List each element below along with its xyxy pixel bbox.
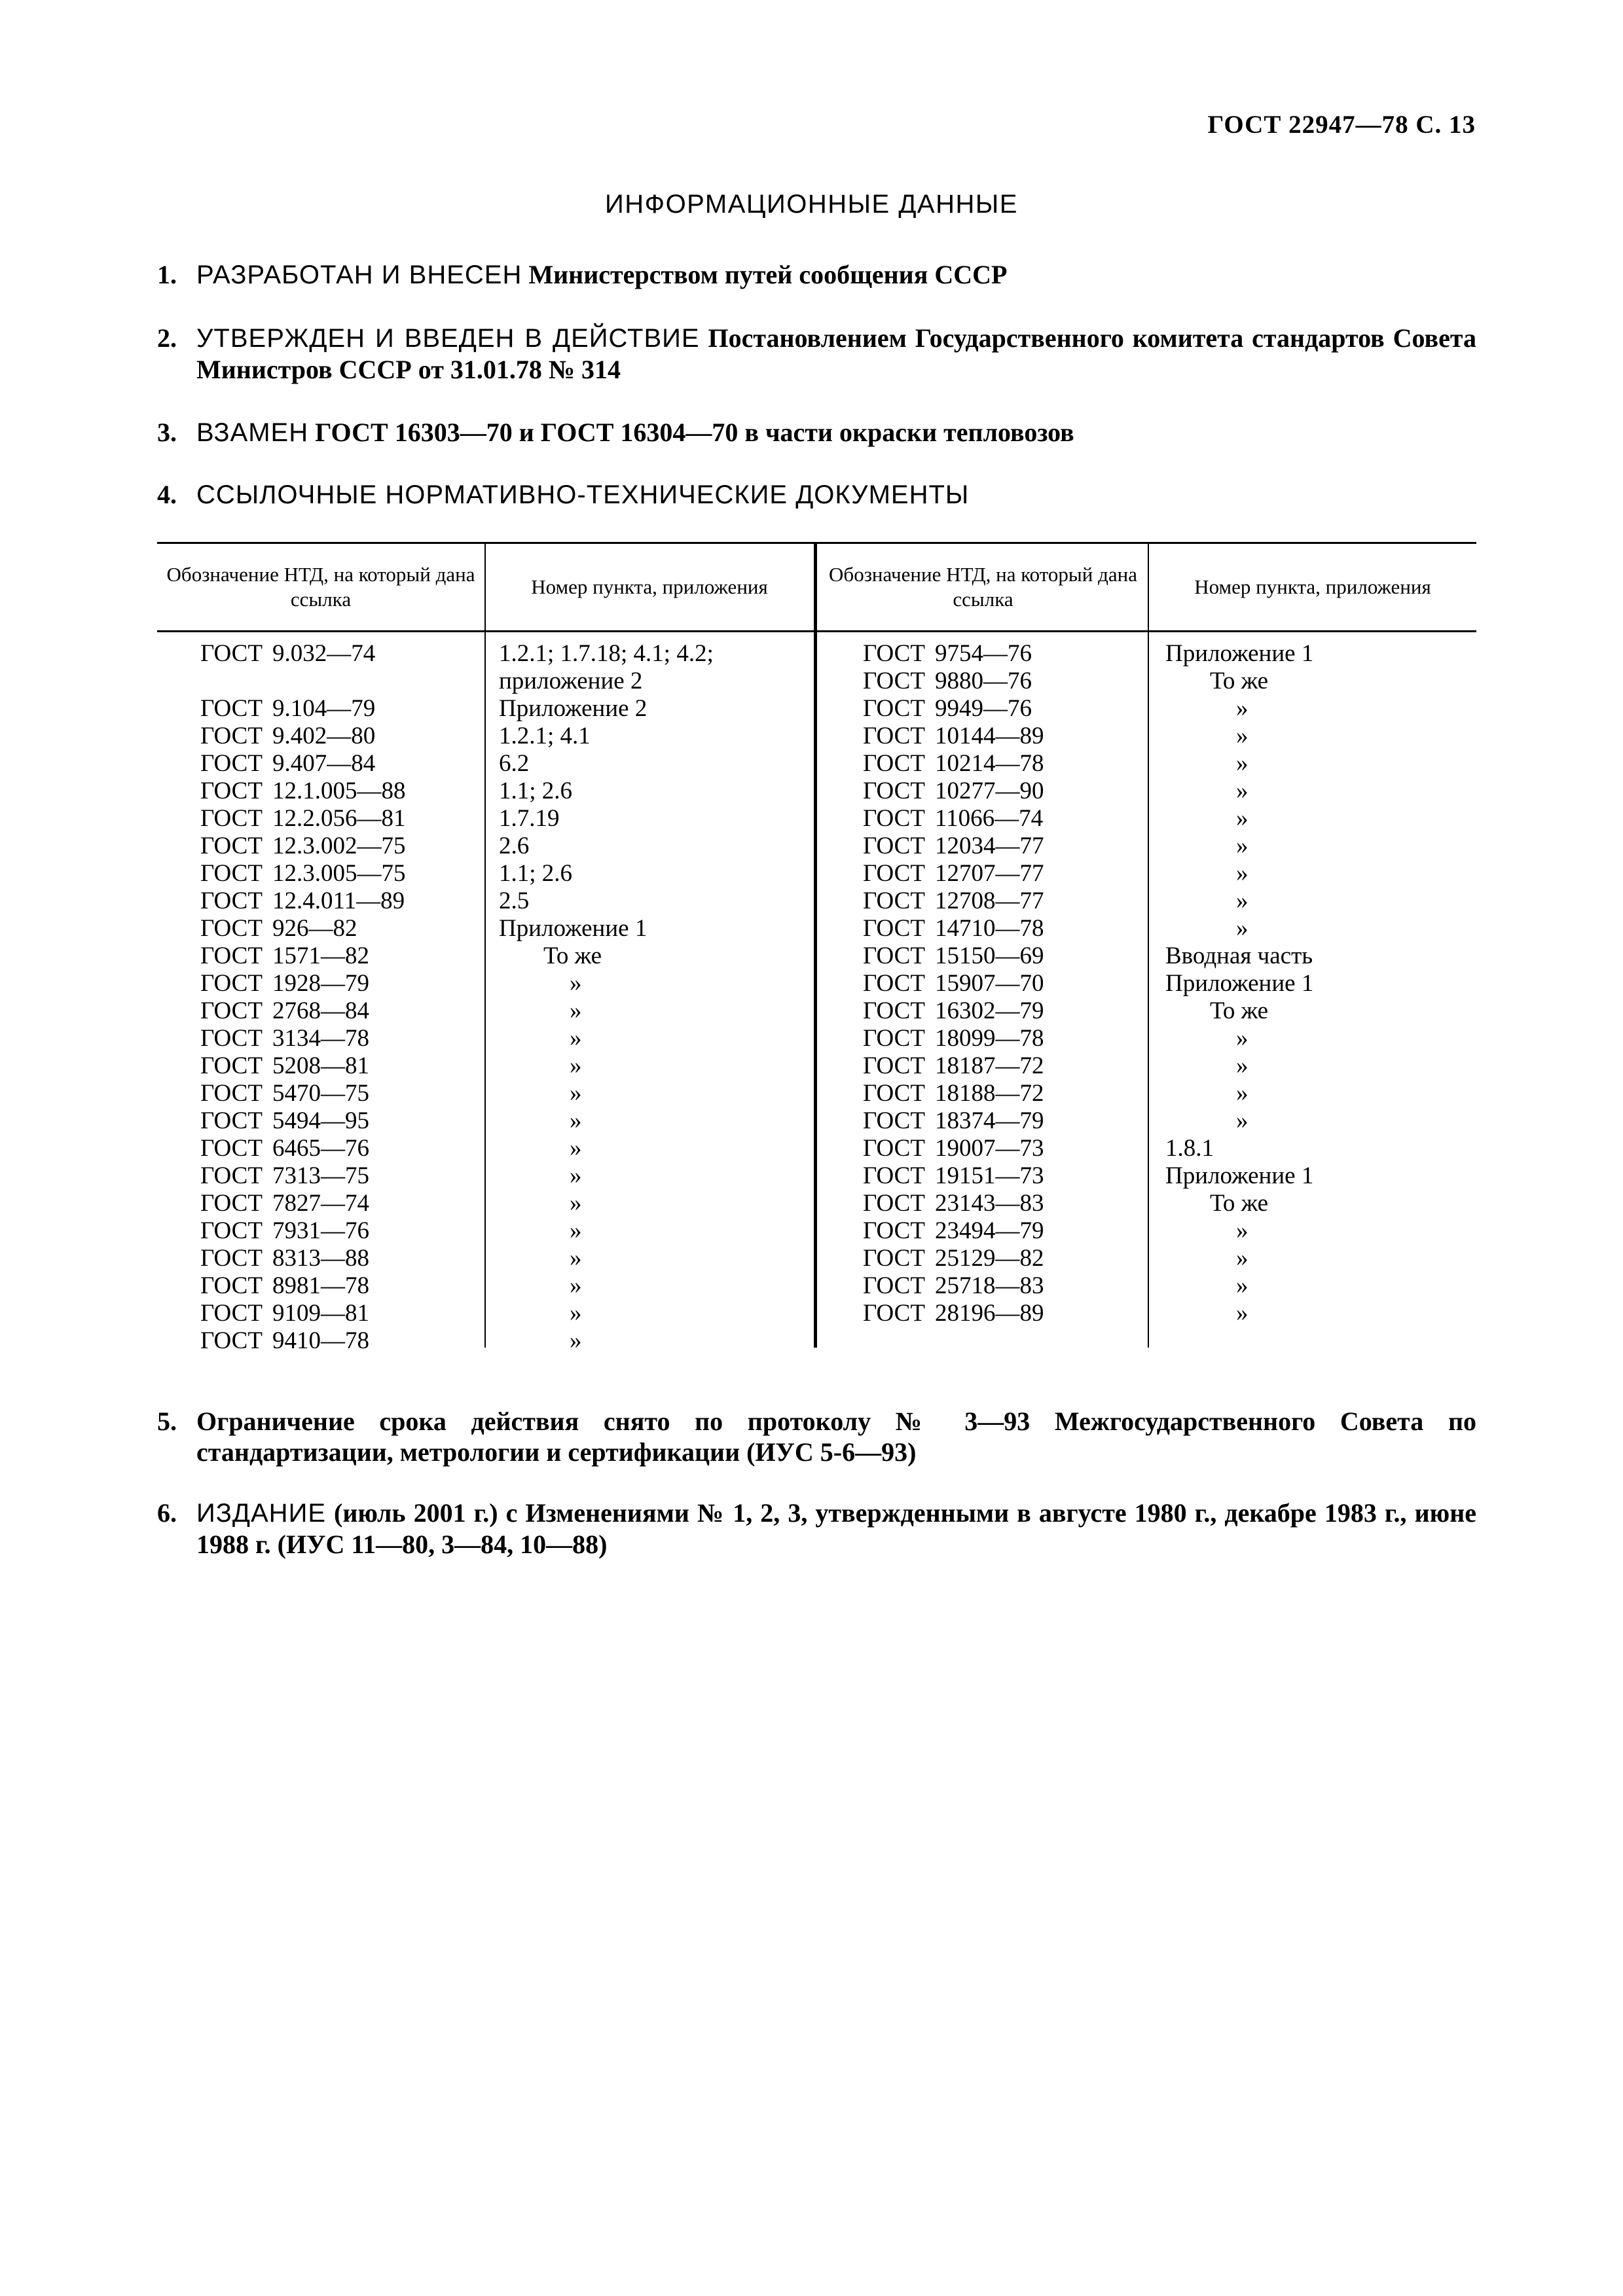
designation-prefix: ГОСТ	[863, 1162, 925, 1189]
info-item-1	[157, 259, 1476, 291]
designation-code: 12.2.056—81	[272, 805, 406, 832]
designation-code: 12.3.005—75	[272, 860, 406, 887]
designation-prefix: ГОСТ	[200, 723, 263, 749]
designation-prefix: ГОСТ	[863, 997, 925, 1024]
table-row-designation	[200, 1217, 475, 1245]
clause-reference: »	[570, 1272, 582, 1299]
table-row-designation	[200, 778, 475, 805]
designation-prefix: ГОСТ	[863, 860, 925, 887]
table-row-clause	[499, 805, 807, 833]
table-row-designation	[863, 778, 1138, 805]
table-row-designation	[863, 723, 1138, 750]
designation-prefix: ГОСТ	[863, 1272, 925, 1299]
left-designation-column	[200, 630, 475, 1355]
table-row-clause	[1165, 1190, 1473, 1217]
table-row-designation	[863, 640, 1138, 668]
page-title: ИНФОРМАЦИОННЫЕ ДАННЫЕ	[605, 190, 1018, 219]
clause-reference: »	[1236, 888, 1249, 914]
clause-reference: »	[1236, 1217, 1249, 1244]
designation-prefix: ГОСТ	[200, 942, 263, 969]
clause-reference: 1.1; 2.6	[499, 778, 573, 804]
designation-code: 12708—77	[935, 888, 1044, 914]
designation-prefix: ГОСТ	[863, 1107, 925, 1134]
table-row-designation	[863, 695, 1138, 723]
column-divider	[1148, 544, 1149, 1348]
designation-code: 3134—78	[272, 1025, 369, 1052]
item-number: 3.	[157, 418, 177, 447]
references-table	[157, 542, 1476, 1354]
table-row-clause	[1165, 640, 1473, 668]
table-row-designation	[863, 1107, 1138, 1135]
clause-reference: »	[1236, 1245, 1249, 1272]
table-row-designation	[200, 695, 475, 723]
clause-reference: »	[1236, 695, 1249, 722]
table-row-clause	[1165, 778, 1473, 805]
table-row-designation	[863, 1190, 1138, 1217]
designation-prefix: ГОСТ	[863, 778, 925, 804]
designation-code: 11066—74	[935, 805, 1044, 832]
designation-prefix: ГОСТ	[863, 805, 925, 832]
designation-code: 1571—82	[272, 942, 369, 969]
table-row-clause	[1165, 860, 1473, 888]
designation-prefix: ГОСТ	[863, 640, 925, 667]
item-number: 6.	[157, 1498, 177, 1528]
table-row-clause	[1165, 1080, 1473, 1107]
item-text: Ограничение срока действия снято по протоколу № 3—93 Межгосударственного Совета по стандартизации, метрологии и сертификации (ИУС 5-6—93)	[196, 1407, 1476, 1467]
designation-code: 19007—73	[935, 1135, 1044, 1162]
item-text: Постановлением Государственного комитета стандартов Совета Министров СССР от 31.01.78 № 314	[196, 323, 1476, 384]
designation-prefix: ГОСТ	[863, 1025, 925, 1052]
table-row-clause	[1165, 1025, 1473, 1052]
designation-prefix: ГОСТ	[863, 668, 925, 694]
table-row-clause	[499, 833, 807, 860]
designation-code: 9880—76	[935, 668, 1032, 694]
table-row-clause	[1165, 805, 1473, 833]
table-row-designation	[200, 805, 475, 833]
clause-reference: То же	[1210, 1190, 1269, 1217]
right-clause-column	[1165, 630, 1473, 1327]
designation-code: 1928—79	[272, 970, 369, 997]
designation-prefix: ГОСТ	[200, 1135, 263, 1162]
table-row-clause	[499, 1245, 807, 1272]
designation-prefix: ГОСТ	[200, 970, 263, 997]
clause-reference: 1.2.1; 1.7.18; 4.1; 4.2; приложение 2	[499, 640, 714, 694]
clause-reference: »	[570, 1052, 582, 1079]
clause-reference: Приложение 1	[1165, 640, 1314, 667]
clause-reference: Приложение 1	[1165, 1162, 1314, 1189]
table-row-clause	[1165, 1300, 1473, 1327]
clause-reference: »	[570, 1135, 582, 1162]
info-item-4	[157, 479, 1476, 511]
designation-code: 12707—77	[935, 860, 1044, 887]
designation-code: 16302—79	[935, 997, 1044, 1024]
table-row-clause	[1165, 668, 1473, 695]
designation-prefix: ГОСТ	[863, 888, 925, 914]
table-row-designation	[200, 640, 475, 695]
table-row-clause	[499, 1025, 807, 1052]
designation-code: 19151—73	[935, 1162, 1044, 1189]
designation-code: 25129—82	[935, 1245, 1044, 1272]
clause-reference: »	[570, 1162, 582, 1189]
table-row-clause	[1165, 723, 1473, 750]
clause-reference: То же	[1210, 997, 1269, 1024]
table-row-designation	[863, 1217, 1138, 1245]
table-row-clause	[499, 888, 807, 915]
designation-code: 12.1.005—88	[272, 778, 406, 804]
table-row-clause	[1165, 1245, 1473, 1272]
clause-reference: »	[1236, 915, 1249, 942]
clause-reference: Приложение 1	[499, 915, 647, 942]
table-row-clause	[499, 778, 807, 805]
table-row-designation	[200, 1327, 475, 1355]
clause-reference: »	[1236, 1080, 1249, 1107]
table-row-designation	[200, 1080, 475, 1107]
designation-code: 926—82	[272, 915, 357, 942]
designation-code: 15907—70	[935, 970, 1044, 997]
table-row-designation	[863, 997, 1138, 1025]
clause-reference: »	[1236, 1300, 1249, 1327]
table-row-clause	[1165, 1272, 1473, 1300]
designation-prefix: ГОСТ	[200, 1327, 263, 1354]
table-row-designation	[863, 970, 1138, 997]
designation-prefix: ГОСТ	[863, 942, 925, 969]
designation-code: 23494—79	[935, 1217, 1044, 1244]
clause-reference: »	[570, 1327, 582, 1354]
designation-code: 6465—76	[272, 1135, 369, 1162]
designation-prefix: ГОСТ	[200, 915, 263, 942]
designation-code: 10144—89	[935, 723, 1044, 749]
table-row-clause	[499, 1162, 807, 1190]
clause-reference: »	[570, 1190, 582, 1217]
designation-code: 9.104—79	[272, 695, 376, 722]
clause-reference: 1.2.1; 4.1	[499, 723, 591, 749]
designation-code: 18374—79	[935, 1107, 1044, 1134]
designation-prefix: ГОСТ	[200, 778, 263, 804]
item-lead: ВЗАМЕН	[196, 418, 309, 447]
designation-code: 9.402—80	[272, 723, 376, 749]
page-reference: ГОСТ 22947—78 С. 13	[1207, 111, 1476, 139]
item-number: 2.	[157, 323, 177, 353]
table-row-designation	[200, 888, 475, 915]
designation-prefix: ГОСТ	[863, 915, 925, 942]
designation-prefix: ГОСТ	[863, 1052, 925, 1079]
clause-reference: »	[1236, 860, 1249, 887]
table-row-clause	[499, 1052, 807, 1080]
designation-code: 18099—78	[935, 1025, 1044, 1052]
designation-prefix: ГОСТ	[200, 833, 263, 859]
table-row-designation	[200, 942, 475, 970]
designation-prefix: ГОСТ	[200, 1052, 263, 1079]
header-designation-right: Обозначение НТД, на который дана ссылка	[829, 563, 1137, 611]
table-row-designation	[200, 750, 475, 778]
designation-code: 5470—75	[272, 1080, 369, 1107]
table-row-clause	[499, 1190, 807, 1217]
clause-reference: »	[570, 1025, 582, 1052]
designation-prefix: ГОСТ	[200, 1190, 263, 1217]
table-row-clause	[499, 1272, 807, 1300]
table-row-designation	[200, 1300, 475, 1327]
designation-code: 8313—88	[272, 1245, 369, 1272]
designation-prefix: ГОСТ	[863, 970, 925, 997]
table-row-clause	[499, 1217, 807, 1245]
table-row-clause	[499, 942, 807, 970]
designation-code: 18188—72	[935, 1080, 1044, 1107]
designation-code: 23143—83	[935, 1190, 1044, 1217]
table-row-clause	[1165, 750, 1473, 778]
clause-reference: »	[1236, 750, 1249, 777]
designation-prefix: ГОСТ	[200, 750, 263, 777]
designation-prefix: ГОСТ	[200, 805, 263, 832]
table-row-designation	[863, 1025, 1138, 1052]
item-text: ГОСТ 16303—70 и ГОСТ 16304—70 в части окраски тепловозов	[308, 418, 1074, 447]
right-designation-column	[863, 630, 1138, 1327]
item-number: 4.	[157, 480, 177, 509]
designation-prefix: ГОСТ	[863, 833, 925, 859]
designation-prefix: ГОСТ	[200, 1217, 263, 1244]
info-item-5	[157, 1406, 1476, 1467]
table-row-designation	[200, 1162, 475, 1190]
designation-code: 12.4.011—89	[272, 888, 405, 914]
clause-reference: Вводная часть	[1165, 942, 1313, 969]
designation-prefix: ГОСТ	[200, 695, 263, 722]
clause-reference: »	[1236, 833, 1249, 859]
table-row-designation	[863, 1052, 1138, 1080]
designation-prefix: ГОСТ	[200, 1080, 263, 1107]
clause-reference: »	[1236, 778, 1249, 804]
clause-reference: »	[1236, 805, 1249, 832]
clause-reference: 1.1; 2.6	[499, 860, 573, 887]
table-row-designation	[863, 805, 1138, 833]
designation-prefix: ГОСТ	[863, 695, 925, 722]
table-row-clause	[499, 1080, 807, 1107]
designation-prefix: ГОСТ	[863, 750, 925, 777]
table-row-designation	[863, 888, 1138, 915]
table-row-clause	[499, 1107, 807, 1135]
table-row-clause	[1165, 997, 1473, 1025]
table-row-designation	[863, 750, 1138, 778]
clause-reference: »	[1236, 1025, 1249, 1052]
table-row-designation	[200, 1107, 475, 1135]
table-row-designation	[200, 1025, 475, 1052]
designation-prefix: ГОСТ	[863, 1135, 925, 1162]
left-clause-column	[499, 630, 807, 1355]
table-row-clause	[1165, 833, 1473, 860]
table-row-clause	[1165, 942, 1473, 970]
designation-code: 28196—89	[935, 1300, 1044, 1327]
column-divider-center	[814, 544, 817, 1348]
designation-code: 10214—78	[935, 750, 1044, 777]
designation-code: 14710—78	[935, 915, 1044, 942]
designation-prefix: ГОСТ	[863, 1245, 925, 1272]
clause-reference: »	[570, 1217, 582, 1244]
designation-prefix: ГОСТ	[200, 888, 263, 914]
designation-prefix: ГОСТ	[863, 723, 925, 749]
designation-code: 5494—95	[272, 1107, 369, 1134]
table-row-designation	[200, 833, 475, 860]
table-row-clause	[499, 860, 807, 888]
table-row-clause	[1165, 888, 1473, 915]
table-row-designation	[200, 860, 475, 888]
clause-reference: »	[570, 1080, 582, 1107]
table-row-designation	[863, 1080, 1138, 1107]
designation-code: 9109—81	[272, 1300, 369, 1327]
table-row-designation	[200, 915, 475, 942]
table-row-designation	[863, 860, 1138, 888]
table-row-designation	[863, 668, 1138, 695]
designation-code: 9.407—84	[272, 750, 376, 777]
clause-reference: »	[570, 1300, 582, 1327]
clause-reference: То же	[1210, 668, 1269, 694]
item-lead: ССЫЛОЧНЫЕ НОРМАТИВНО-ТЕХНИЧЕСКИЕ ДОКУМЕНТЫ	[196, 480, 970, 509]
table-row-designation	[863, 915, 1138, 942]
info-item-3	[157, 417, 1476, 448]
designation-code: 12034—77	[935, 833, 1044, 859]
designation-prefix: ГОСТ	[200, 1245, 263, 1272]
designation-code: 9754—76	[935, 640, 1032, 667]
table-row-clause	[499, 1135, 807, 1162]
designation-code: 7931—76	[272, 1217, 369, 1244]
clause-reference: 2.5	[499, 888, 530, 914]
clause-reference: »	[570, 970, 582, 997]
header-designation-left: Обозначение НТД, на который дана ссылка	[166, 563, 475, 611]
info-item-6	[157, 1498, 1476, 1560]
table-row-designation	[863, 1272, 1138, 1300]
item-number: 5.	[157, 1407, 177, 1436]
designation-code: 18187—72	[935, 1052, 1044, 1079]
table-row-designation	[200, 997, 475, 1025]
clause-reference: То же	[543, 942, 602, 969]
table-row-designation	[200, 723, 475, 750]
clause-reference: »	[570, 1107, 582, 1134]
table-row-clause	[1165, 915, 1473, 942]
designation-code: 25718—83	[935, 1272, 1044, 1299]
table-row-clause	[1165, 695, 1473, 723]
table-row-clause	[499, 997, 807, 1025]
table-row-designation	[200, 970, 475, 997]
clause-reference: Приложение 2	[499, 695, 647, 722]
designation-code: 10277—90	[935, 778, 1044, 804]
table-row-clause	[1165, 1135, 1473, 1162]
designation-prefix: ГОСТ	[200, 1107, 263, 1134]
designation-code: 9.032—74	[272, 640, 376, 667]
table-row-clause	[1165, 970, 1473, 997]
table-row-designation	[863, 1162, 1138, 1190]
item-lead: РАЗРАБОТАН И ВНЕСЕН	[196, 260, 522, 289]
item-number: 1.	[157, 260, 177, 289]
table-row-designation	[863, 1300, 1138, 1327]
designation-code: 9410—78	[272, 1327, 369, 1354]
designation-code: 7313—75	[272, 1162, 369, 1189]
table-row-clause	[499, 1300, 807, 1327]
designation-prefix: ГОСТ	[200, 1162, 263, 1189]
designation-code: 7827—74	[272, 1190, 369, 1217]
table-row-clause	[499, 640, 807, 695]
clause-reference: »	[1236, 1272, 1249, 1299]
info-item-2	[157, 323, 1476, 385]
table-row-designation	[200, 1135, 475, 1162]
table-row-clause	[499, 915, 807, 942]
table-row-designation	[200, 1052, 475, 1080]
designation-code: 5208—81	[272, 1052, 369, 1079]
column-divider	[484, 544, 486, 1348]
designation-prefix: ГОСТ	[200, 1272, 263, 1299]
table-row-clause	[1165, 1217, 1473, 1245]
designation-code: 9949—76	[935, 695, 1032, 722]
table-row-clause	[1165, 1107, 1473, 1135]
clause-reference: »	[570, 1245, 582, 1272]
header-clause-left: Номер пункта, приложения	[531, 575, 768, 598]
designation-prefix: ГОСТ	[200, 997, 263, 1024]
clause-reference: »	[1236, 1107, 1249, 1134]
designation-prefix: ГОСТ	[200, 1025, 263, 1052]
designation-prefix: ГОСТ	[200, 860, 263, 887]
table-row-clause	[499, 695, 807, 723]
item-lead: УТВЕРЖДЕН И ВВЕДЕН В ДЕЙСТВИЕ	[196, 324, 700, 353]
table-row-clause	[499, 970, 807, 997]
designation-prefix: ГОСТ	[863, 1190, 925, 1217]
designation-code: 2768—84	[272, 997, 369, 1024]
clause-reference: »	[570, 997, 582, 1024]
designation-prefix: ГОСТ	[863, 1217, 925, 1244]
designation-prefix: ГОСТ	[200, 640, 263, 667]
clause-reference: 1.7.19	[499, 805, 560, 832]
clause-reference: 6.2	[499, 750, 530, 777]
designation-code: 8981—78	[272, 1272, 369, 1299]
table-row-designation	[200, 1272, 475, 1300]
clause-reference: »	[1236, 723, 1249, 749]
table-row-clause	[499, 750, 807, 778]
table-row-designation	[200, 1245, 475, 1272]
table-row-clause	[499, 723, 807, 750]
clause-reference: 1.8.1	[1165, 1135, 1214, 1162]
table-row-designation	[863, 1245, 1138, 1272]
table-row-designation	[863, 833, 1138, 860]
designation-prefix: ГОСТ	[200, 1300, 263, 1327]
item-text: (июль 2001 г.) с Изменениями № 1, 2, 3, утвержденными в августе 1980 г., декабре 1983 г., июне 1988 г. (ИУС 11—80, 3—84, 10—88)	[196, 1498, 1476, 1559]
table-row-clause	[1165, 1162, 1473, 1190]
clause-reference: 2.6	[499, 833, 530, 859]
table-row-designation	[863, 1135, 1138, 1162]
table-row-designation	[200, 1190, 475, 1217]
designation-code: 12.3.002—75	[272, 833, 406, 859]
designation-prefix: ГОСТ	[863, 1300, 925, 1327]
item-text: Министерством путей сообщения СССР	[522, 260, 1008, 289]
item-lead: ИЗДАНИЕ	[196, 1499, 326, 1528]
designation-prefix: ГОСТ	[863, 1080, 925, 1107]
clause-reference: »	[1236, 1052, 1249, 1079]
header-clause-right: Номер пункта, приложения	[1194, 575, 1431, 598]
table-row-designation	[863, 942, 1138, 970]
table-row-clause	[499, 1327, 807, 1355]
table-row-clause	[1165, 1052, 1473, 1080]
clause-reference: Приложение 1	[1165, 970, 1314, 997]
designation-code: 15150—69	[935, 942, 1044, 969]
